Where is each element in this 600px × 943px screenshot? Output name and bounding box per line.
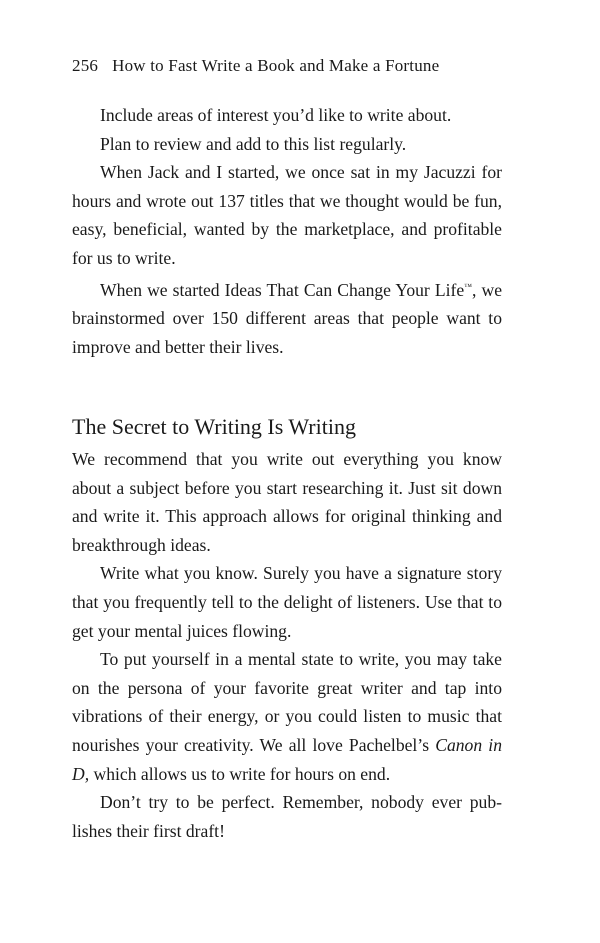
paragraph-jacuzzi-titles: When Jack and I started, we once sat in my Jacuzzi for hours and wrote out 137 titles that we thought would be fun, easy, beneficial, wanted by the marketplace, and profitable for us to write. bbox=[72, 162, 502, 268]
paragraph-write-everything: We recommend that you write out everything you know about a subject before you start researching it. Just sit down and write it. This approach allows for original thinking and breakthrough ideas. bbox=[72, 449, 502, 555]
section-text-block bbox=[72, 445, 502, 845]
ideas-text-after: , we brainstormed over 150 different areas that people want to improve and better their lives. bbox=[72, 279, 503, 357]
paragraph-write-what-you-know: Write what you know. Surely you have a signature story that you frequently tell to the delight of listeners. Use that to get your mental juices flowing. bbox=[72, 563, 502, 641]
canon-in-d-title: Canon in D, bbox=[72, 734, 502, 784]
trademark-symbol: ™ bbox=[464, 281, 473, 291]
ideas-text-before: When we started Ideas That Can Change Your Life bbox=[100, 279, 465, 300]
paragraph-ideas-brainstorm bbox=[72, 273, 502, 362]
top-text-block bbox=[72, 101, 502, 361]
running-head bbox=[72, 56, 439, 76]
paragraph-interest-areas: Include areas of interest you’d like to write about. bbox=[100, 105, 452, 125]
paragraph-review-list: Plan to review and add to this list regularly. bbox=[100, 133, 407, 154]
persona-text-after: which allows us to write for hours on end. bbox=[89, 763, 391, 784]
persona-text-before: To put yourself in a mental state to write, you may take on the persona of your favorite great writer and tap into vibrations of their energy, or you could listen to music that nourishes your creativity. We all love Pachelbel’s bbox=[72, 649, 502, 755]
paragraph-mental-state bbox=[72, 645, 502, 788]
paragraph-dont-be-perfect: Don’t try to be perfect. Remember, nobody ever publishes their first draft! bbox=[72, 792, 502, 841]
section-heading: The Secret to Writing Is Writing bbox=[72, 414, 356, 439]
page-number: 256 bbox=[72, 56, 99, 75]
book-title: How to Fast Write a Book and Make a Fortune bbox=[112, 56, 440, 75]
